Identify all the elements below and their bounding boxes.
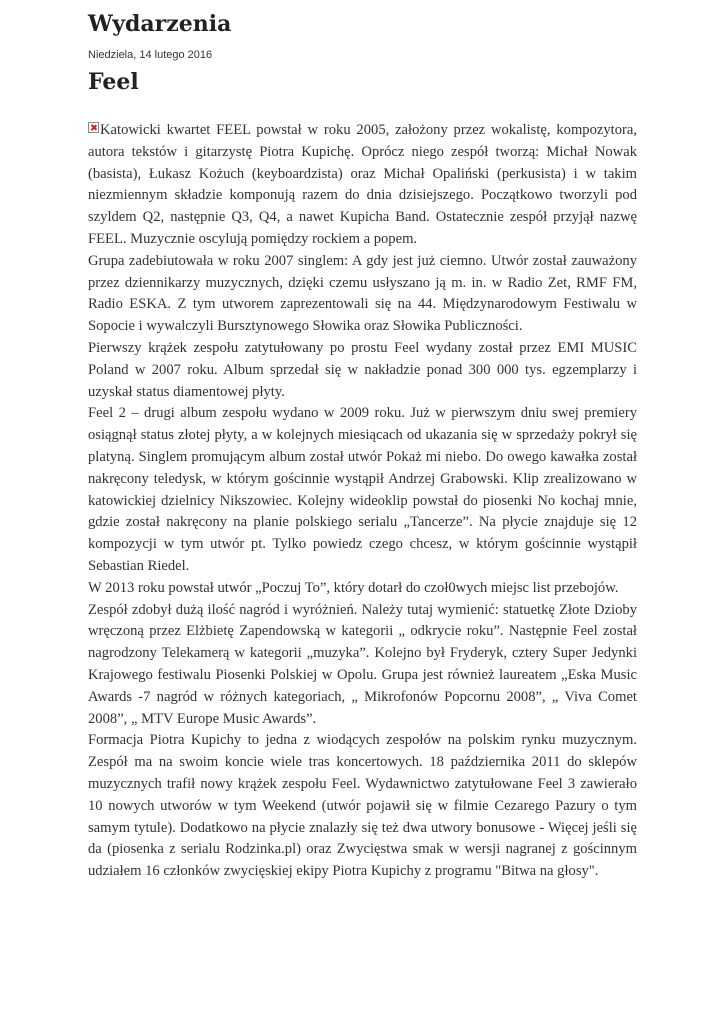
paragraph-7: Formacja Piotra Kupichy to jedna z wiodących zespołów na polskim rynku muzycznym. Zespół ma na swoim koncie wiele tras koncertowych. 18 października 2011 do sklepów muzycznych trafił nowy krążek zespołu Feel. Wydawnictwo zatytułowane Feel 3 zawierało 10 nowych utworów w tym Weekend (utwór pojawił się w filmie Cezarego Pazury o tym samym tytule). Dodatkowo na płycie znalazły się też dwa utwory bonusowe - Więcej jeśli się da (piosenka z serialu Rodzinka.pl) oraz Zwycięstwa smak w wersji nagranej z gościnnym udziałem 16 członków zwycięskiej ekipy Piotra Kupichy z programu "Bitwa na głosy". — [88, 732, 637, 880]
post-title[interactable]: Feel — [88, 69, 139, 95]
paragraph-5: W 2013 roku powstał utwór „Poczuj To”, który dotarł do czoł0wych miejsc list przebojów. — [88, 579, 619, 596]
paragraph-6: Zespół zdobył dużą ilość nagród i wyróżnień. Należy tutaj wymienić: statuetkę Złote Dzioby wręczoną przez Elżbietę Zapendowską w kategorii „ odkrycie roku”. Następnie Feel został nagrodzony Telekamerą w kategorii „muzyka”. Kolejno był Fryderyk, cztery Super Jedynki Krajowego festiwalu Piosenki Polskiej w Opolu. Grupa jest również laureatem „Eska Music Awards -7 nagród w różnych kategoriach, „ Mikrofonów Popcornu 2008”, „ Viva Comet 2008”, „ MTV Europe Music Awards”. — [88, 601, 637, 727]
paragraph-2: Grupa zadebiutowała w roku 2007 singlem: A gdy jest już ciemno. Utwór został zauważony przez dziennikarzy muzycznych, dzięki czemu usłyszano ją m. in. w Radio Zet, RMF FM, Radio ESKA. Z tym utworem zaprezentowali się na 44. Międzynarodowym Festiwalu w Sopocie i wywalczyli Bursztynowego Słowika oraz Słowika Publiczności. — [88, 252, 637, 335]
post-date: Niedziela, 14 lutego 2016 — [88, 49, 213, 61]
paragraph-4: Feel 2 – drugi album zespołu wydano w 2009 roku. Już w pierwszym dniu swej premiery osiągnął status złotej płyty, a w kolejnych miesiącach od ukazania się w sprzedaży pokrył się platyną. Singlem promującym album został utwór Pokaż mi niebo. Do owego kawałka został nakręcony teledysk, w którym gościnnie wystąpił Andrzej Grabowski. Klip zrealizowano w katowickiej dzielnicy Nikszowiec. Kolejny wideoklip powstał do piosenki No kochaj mnie, gdzie został nakręcony na planie polskiego serialu „Tancerze”. Na płycie znajduje się 12 kompozycji w tym utwór pt. Tylko powiedz czego chcesz, w którym gościnnie wystąpił Sebastian Riedel. — [88, 405, 637, 574]
post-content — [88, 120, 637, 883]
page — [88, 0, 637, 883]
paragraph-1 — [88, 120, 637, 251]
paragraph-1-text: Katowicki kwartet FEEL powstał w roku 2005, założony przez wokalistę, kompozytora, autora tekstów i gitarzystę Piotra Kupichę. Oprócz niego zespół tworzą: Michał Nowak (basista), Łukasz Kożuch (keyboardzista) oraz Michał Opaliński (perkusista) i w takim niezmiennym składzie komponują razem do dnia dzisiejszego. Początkowo tworzyli pod szyldem Q2, następnie Q3, Q4, a nawet Kupicha Band. Ostatecznie zespół przyjął nazwę FEEL. Muzycznie oscylują pomiędzy rockiem a popem. — [88, 122, 637, 247]
site-title[interactable]: Wydarzenia — [88, 11, 232, 37]
broken-image-icon — [88, 122, 99, 133]
paragraph-3: Pierwszy krążek zespołu zatytułowany po prostu Feel wydany został przez EMI MUSIC Poland w 2007 roku. Album sprzedał się w nakładzie ponad 300 000 tys. egzemplarzy i uzyskał status diamentowej płyty. — [88, 339, 637, 400]
